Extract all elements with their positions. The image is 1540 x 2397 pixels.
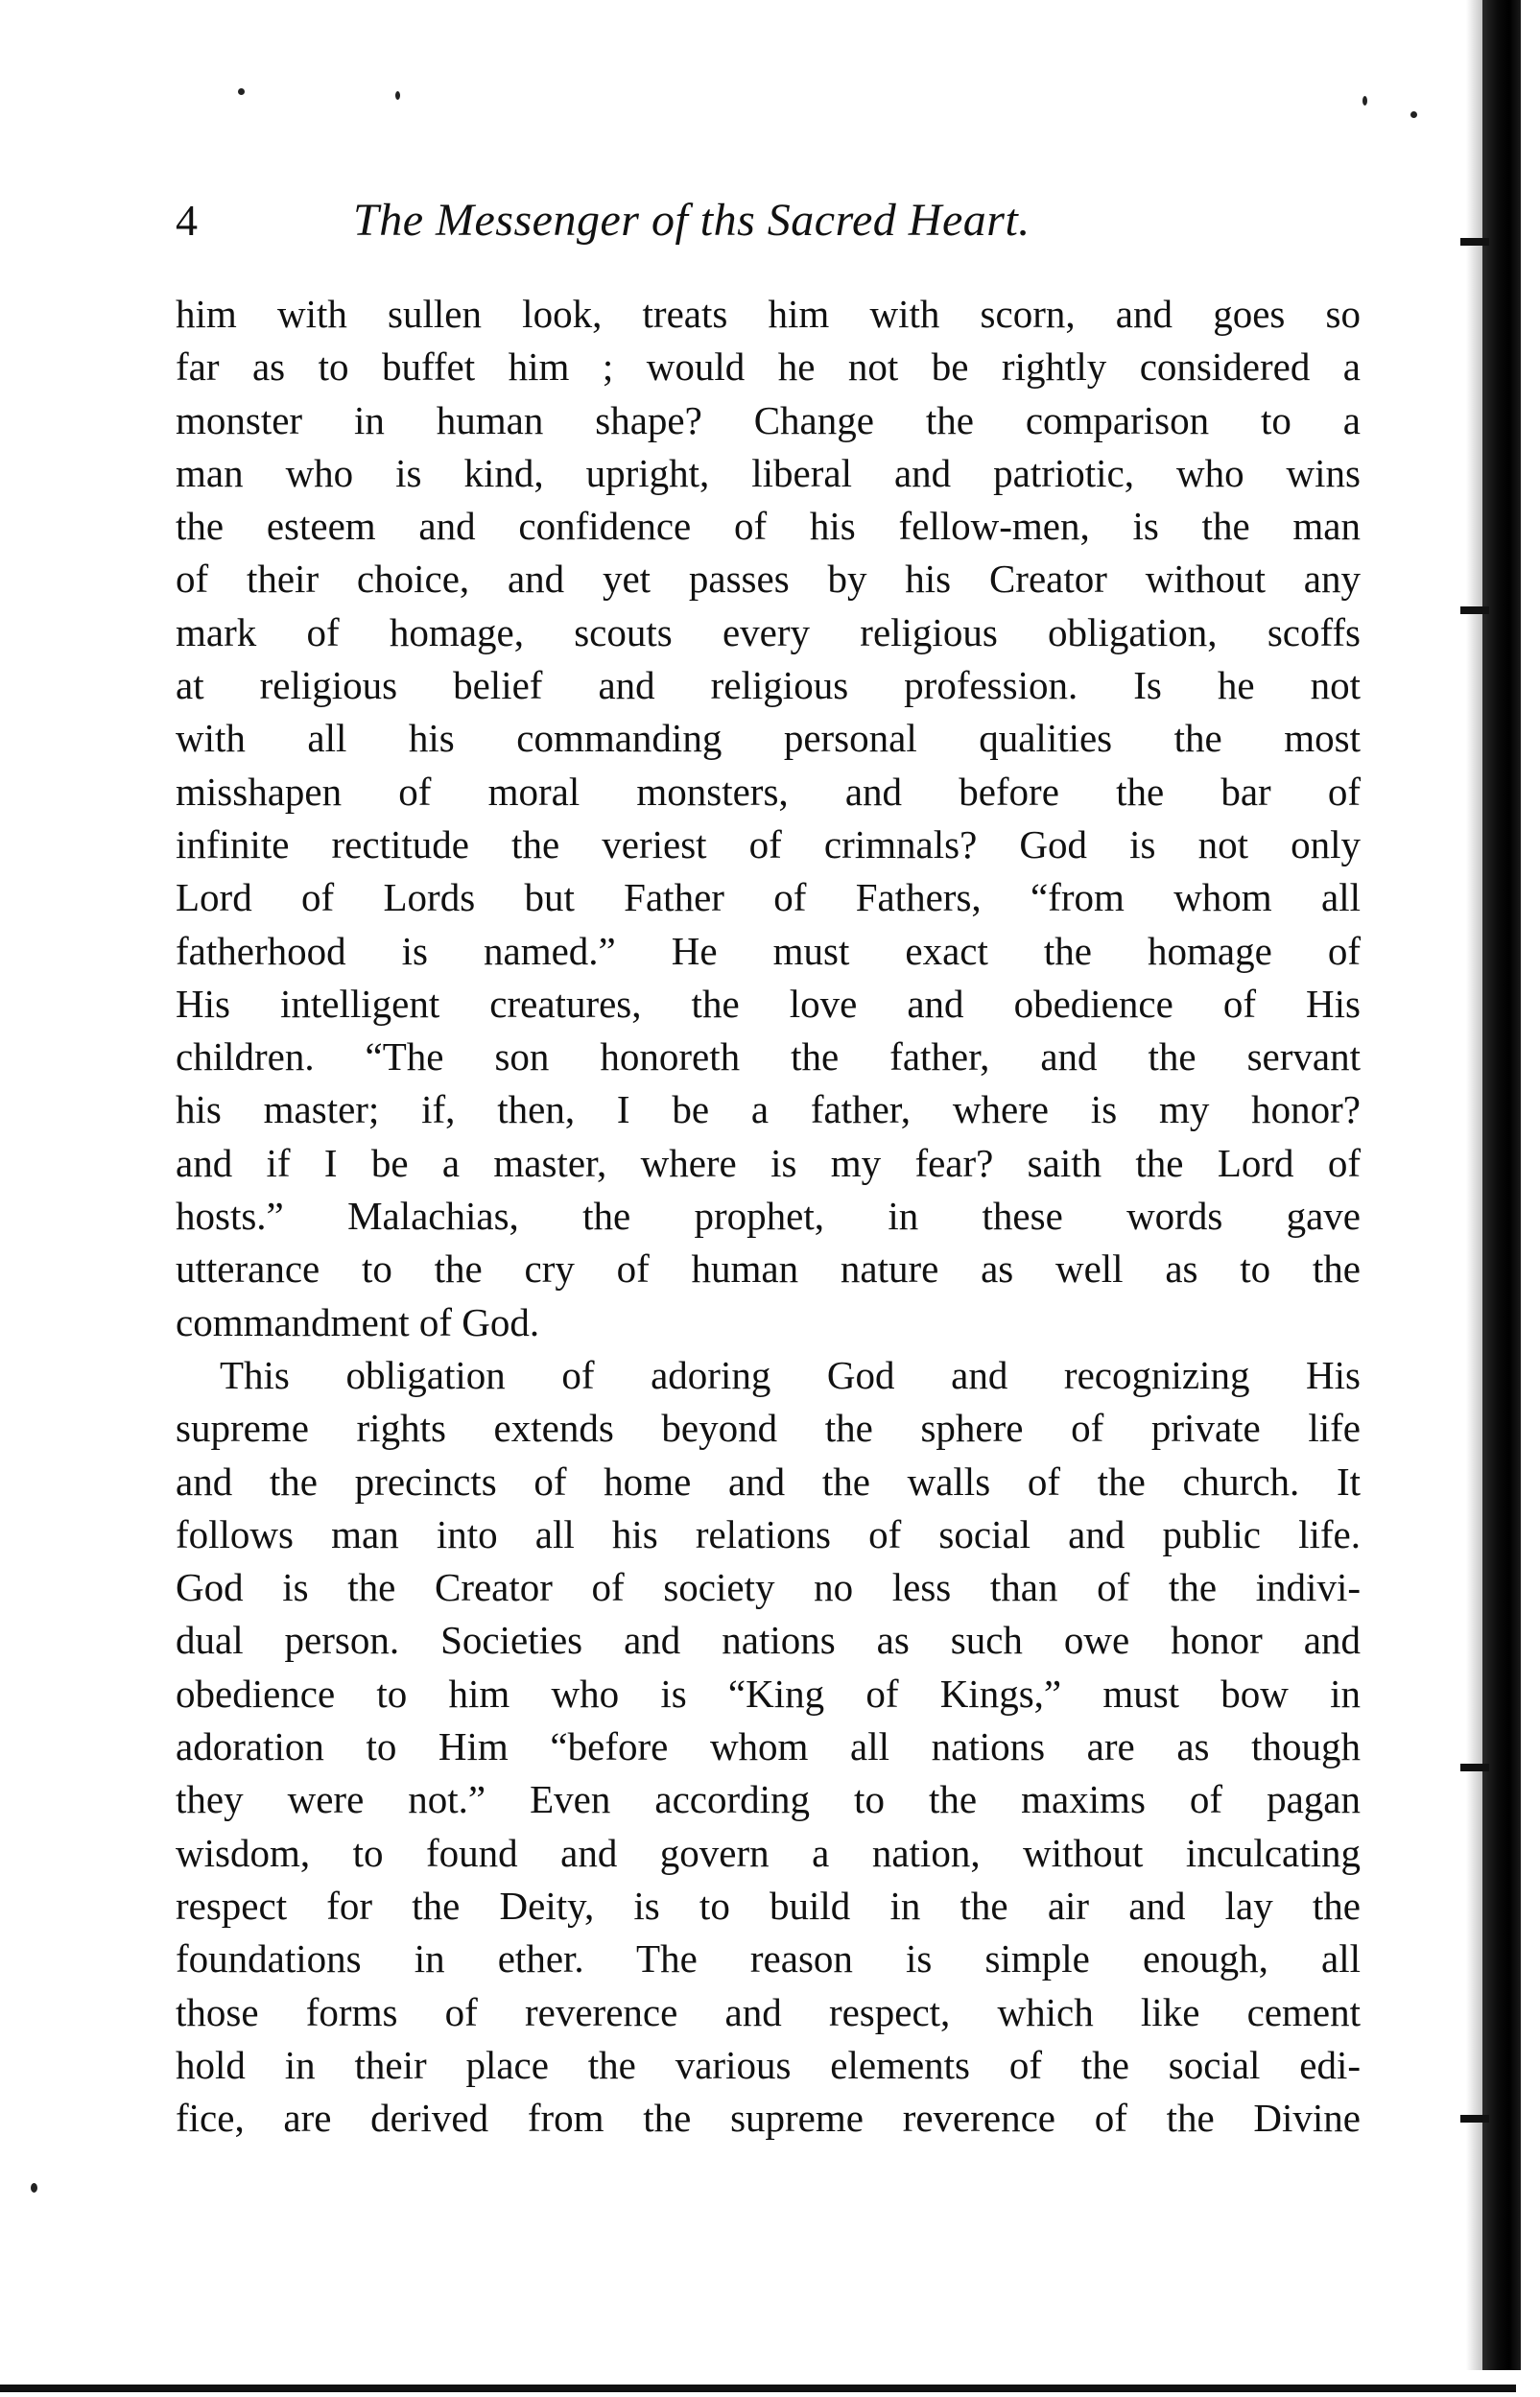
text-line: obedience to him who is “King of Kings,” must bow in bbox=[176, 1671, 1361, 1716]
text-line: commandment of God. bbox=[176, 1299, 540, 1344]
text-line: fatherhood is named.” He must exact the homage of bbox=[176, 928, 1361, 973]
text-line: they were not.” Even according to the maxims of pagan bbox=[176, 1777, 1361, 1822]
text-line: at religious belief and religious profession. Is he not bbox=[176, 663, 1361, 708]
text-line: foundations in ether. The reason is simple enough, all bbox=[176, 1936, 1361, 1982]
text-line: far as to buffet him ; would he not be rightly considered a bbox=[176, 344, 1361, 390]
text-line: supreme rights extends beyond the sphere of private life bbox=[176, 1406, 1361, 1451]
text-line: man who is kind, upright, liberal and patriotic, who wins bbox=[176, 450, 1361, 495]
text-line: hosts.” Malachias, the prophet, in these words gave bbox=[176, 1194, 1361, 1239]
text-line: infinite rectitude the veriest of crimnals? God is not only bbox=[176, 821, 1361, 866]
binding-tick bbox=[1460, 2115, 1489, 2123]
binding-tick bbox=[1460, 1764, 1489, 1771]
page-binding-edge bbox=[1482, 0, 1521, 2370]
page-number: 4 bbox=[176, 196, 198, 245]
text-line: God is the Creator of society no less than of the indivi- bbox=[176, 1565, 1361, 1610]
text-line: adoration to Him “before whom all nations are as though bbox=[176, 1724, 1361, 1769]
text-line: children. “The son honoreth the father, and the servant bbox=[176, 1034, 1361, 1080]
page-header bbox=[176, 192, 1365, 259]
text-line: respect for the Deity, is to build in the air and lay the bbox=[176, 1883, 1361, 1928]
text-line: wisdom, to found and govern a nation, without inculcating bbox=[176, 1830, 1361, 1875]
running-title: The Messenger of ths Sacred Heart. bbox=[353, 195, 1031, 246]
text-line: and the precincts of home and the walls of the church. It bbox=[176, 1459, 1361, 1504]
body-text bbox=[176, 288, 1361, 2145]
bottom-scan-edge bbox=[0, 2385, 1516, 2392]
text-line: the esteem and confidence of his fellow-men, is the man bbox=[176, 504, 1361, 549]
ink-speck bbox=[238, 88, 245, 95]
text-line: monster in human shape? Change the comparison to a bbox=[176, 397, 1361, 442]
ink-speck bbox=[1362, 96, 1367, 106]
text-line: of their choice, and yet passes by his Creator without any bbox=[176, 557, 1361, 602]
ink-speck bbox=[395, 91, 400, 100]
text-line: him with sullen look, treats him with scorn, and goes so bbox=[176, 292, 1361, 336]
text-line: This obligation of adoring God and recognizing His bbox=[220, 1352, 1361, 1397]
ink-speck bbox=[31, 2183, 37, 2193]
text-line: dual person. Societies and nations as such owe honor and bbox=[176, 1618, 1361, 1663]
text-line: fice, are derived from the supreme reverence of the Divine bbox=[176, 2096, 1361, 2141]
ink-speck bbox=[1410, 111, 1417, 118]
text-line: Lord of Lords but Father of Fathers, “from whom all bbox=[176, 875, 1361, 920]
text-line: those forms of reverence and respect, which like cement bbox=[176, 1989, 1361, 2034]
text-line: follows man into all his relations of social and public life. bbox=[176, 1511, 1361, 1556]
text-line: and if I be a master, where is my fear? saith the Lord of bbox=[176, 1140, 1361, 1185]
text-line: hold in their place the various elements of the social edi- bbox=[176, 2042, 1361, 2087]
text-line: misshapen of moral monsters, and before the bar of bbox=[176, 769, 1361, 814]
text-line: His intelligent creatures, the love and obedience of His bbox=[176, 981, 1361, 1026]
text-line: mark of homage, scouts every religious obligation, scoffs bbox=[176, 609, 1361, 654]
binding-tick bbox=[1460, 606, 1489, 614]
text-line: utterance to the cry of human nature as well as to the bbox=[176, 1246, 1361, 1292]
text-line: with all his commanding personal qualities the most bbox=[176, 716, 1361, 761]
text-line: his master; if, then, I be a father, where is my honor? bbox=[176, 1087, 1361, 1132]
binding-tick bbox=[1460, 238, 1489, 246]
